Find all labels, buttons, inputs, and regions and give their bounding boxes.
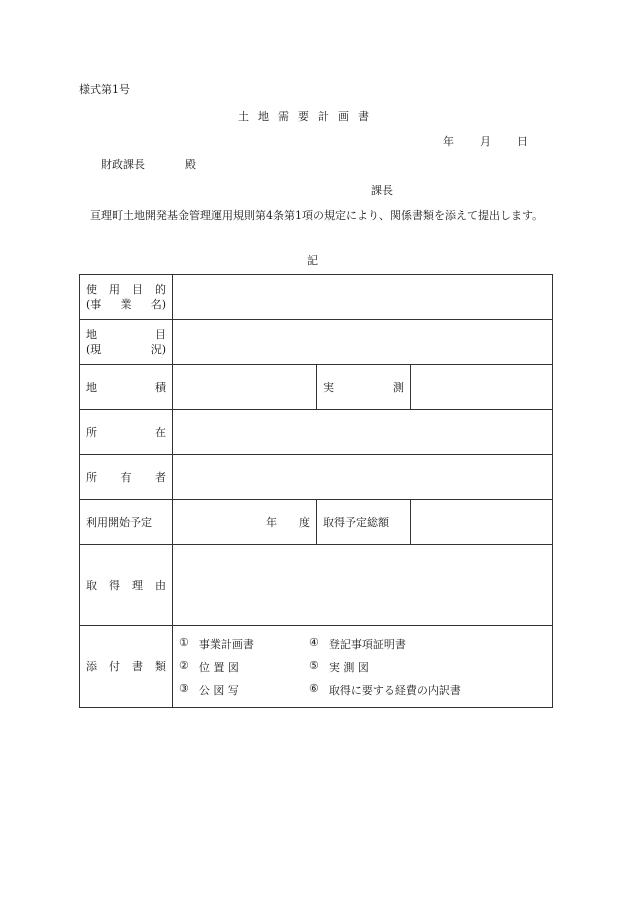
attachment-item: ⑤ 実 測 図	[309, 658, 369, 674]
attachment-item: ② 位 置 図	[179, 658, 239, 674]
row-attachments	[80, 626, 553, 708]
label-reason: 取 得 理 由	[80, 545, 173, 626]
field-survey[interactable]	[411, 365, 553, 410]
document-title: 土地需要計画書	[238, 110, 378, 123]
label-survey: 実 測	[317, 365, 411, 410]
field-total-cost[interactable]	[411, 500, 553, 545]
addressee-honorific: 殿	[185, 158, 196, 171]
attachments-list	[173, 626, 553, 708]
field-location[interactable]	[173, 410, 553, 455]
attachment-item: ③ 公 図 写	[179, 681, 239, 697]
field-land-category[interactable]	[173, 320, 553, 365]
label-location: 所 在	[80, 410, 173, 455]
sender: 課長	[371, 184, 393, 197]
field-reason[interactable]	[173, 545, 553, 626]
row-purpose	[80, 275, 553, 320]
attachment-item: ⑥ 取得に要する経費の内訳書	[309, 681, 461, 697]
row-reason	[80, 545, 553, 626]
row-area	[80, 365, 553, 410]
ki-heading: 記	[307, 254, 318, 267]
attachment-item: ④ 登記事項証明書	[309, 635, 406, 651]
row-use-start	[80, 500, 553, 545]
label-area: 地 積	[80, 365, 173, 410]
date-line	[443, 133, 528, 149]
field-purpose[interactable]	[173, 275, 553, 320]
attachment-item: ① 事業計画書	[179, 635, 254, 651]
date-year: 年	[443, 135, 454, 148]
date-day: 日	[517, 135, 528, 148]
row-owner	[80, 455, 553, 500]
field-use-start[interactable]: 年 度	[173, 500, 317, 545]
application-form-table	[79, 274, 553, 708]
form-number: 様式第1号	[79, 83, 130, 96]
label-total-cost: 取得予定総額	[317, 500, 411, 545]
field-owner[interactable]	[173, 455, 553, 500]
label-land-category: 地 目 (現 況)	[80, 320, 173, 365]
label-owner: 所 有 者	[80, 455, 173, 500]
row-land-category	[80, 320, 553, 365]
label-use-start: 利用開始予定	[80, 500, 173, 545]
addressee-name: 財政課長	[101, 158, 145, 171]
field-area[interactable]	[173, 365, 317, 410]
label-attachments: 添 付 書 類	[80, 626, 173, 708]
addressee	[101, 156, 196, 172]
label-purpose: 使 用 目 的 (事 業 名)	[80, 275, 173, 320]
row-location	[80, 410, 553, 455]
date-month: 月	[480, 135, 491, 148]
body-text: 亘理町土地開発基金管理運用規則第4条第1項の規定により、関係書類を添えて提出します。	[90, 209, 544, 222]
